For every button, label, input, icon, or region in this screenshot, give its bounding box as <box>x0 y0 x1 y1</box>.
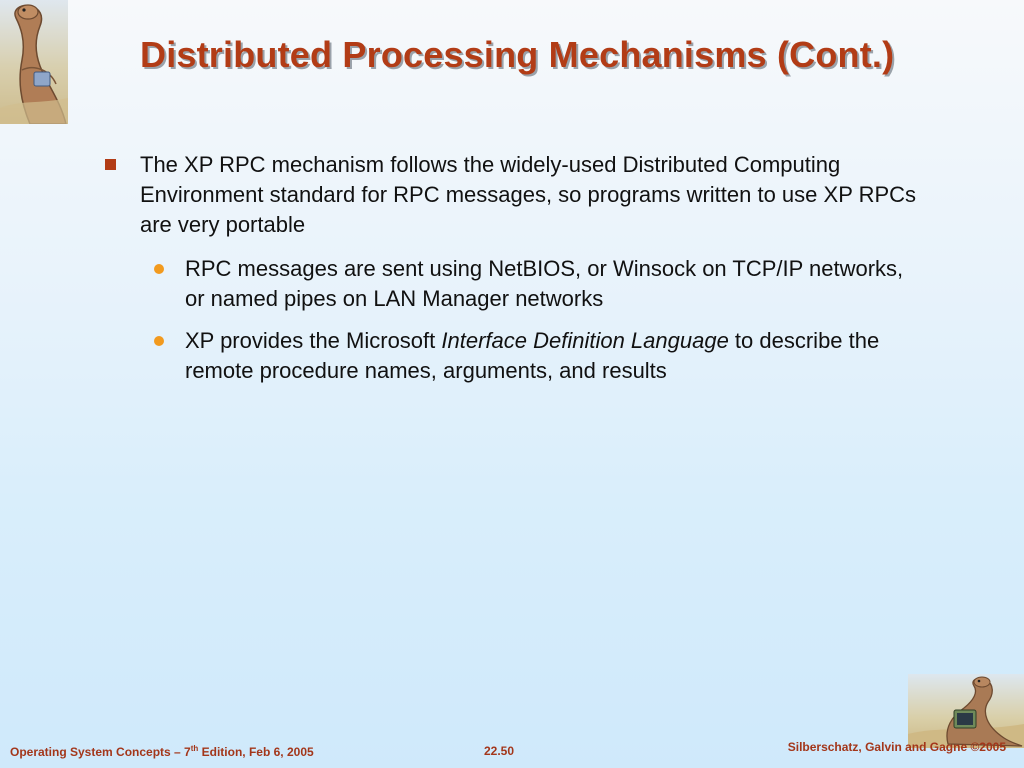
slide-content <box>102 150 942 386</box>
sub-bullet-text-prefix: XP provides the Microsoft <box>185 328 442 353</box>
sub-bullet-item <box>185 326 915 386</box>
bullet-text: The XP RPC mechanism follows the widely-used Distributed Computing Environment standard for RPC messages, so programs written to use XP RPCs are very portable <box>140 152 917 237</box>
round-bullet-icon <box>154 336 164 346</box>
footer-book-info <box>10 744 314 759</box>
footer-edition-date: Edition, Feb 6, 2005 <box>198 745 314 759</box>
square-bullet-icon <box>105 159 116 170</box>
footer-authors: Silberschatz, Galvin and Gagne ©2005 <box>787 740 1006 754</box>
sub-bullet-emphasis: Interface Definition Language <box>441 328 729 353</box>
slide-title: Distributed Processing Mechanisms (Cont.) <box>140 34 895 75</box>
sub-bullet-text-suffix: to describe the remote procedure names, arguments, and results <box>185 328 880 383</box>
footer-book-title: Operating System Concepts – 7 <box>10 745 191 759</box>
round-bullet-icon <box>154 264 164 274</box>
page-number: 22.50 <box>484 744 515 758</box>
sub-bullet-text: RPC messages are sent using NetBIOS, or Winsock on TCP/IP networks, or named pipes on LAN Manager networks <box>185 256 904 311</box>
dinosaur-logo-icon <box>0 0 68 124</box>
slide-footer <box>0 734 1024 768</box>
bullet-item <box>102 150 942 240</box>
footer-edition-superscript: th <box>190 744 199 753</box>
sub-bullet-item <box>185 254 915 314</box>
